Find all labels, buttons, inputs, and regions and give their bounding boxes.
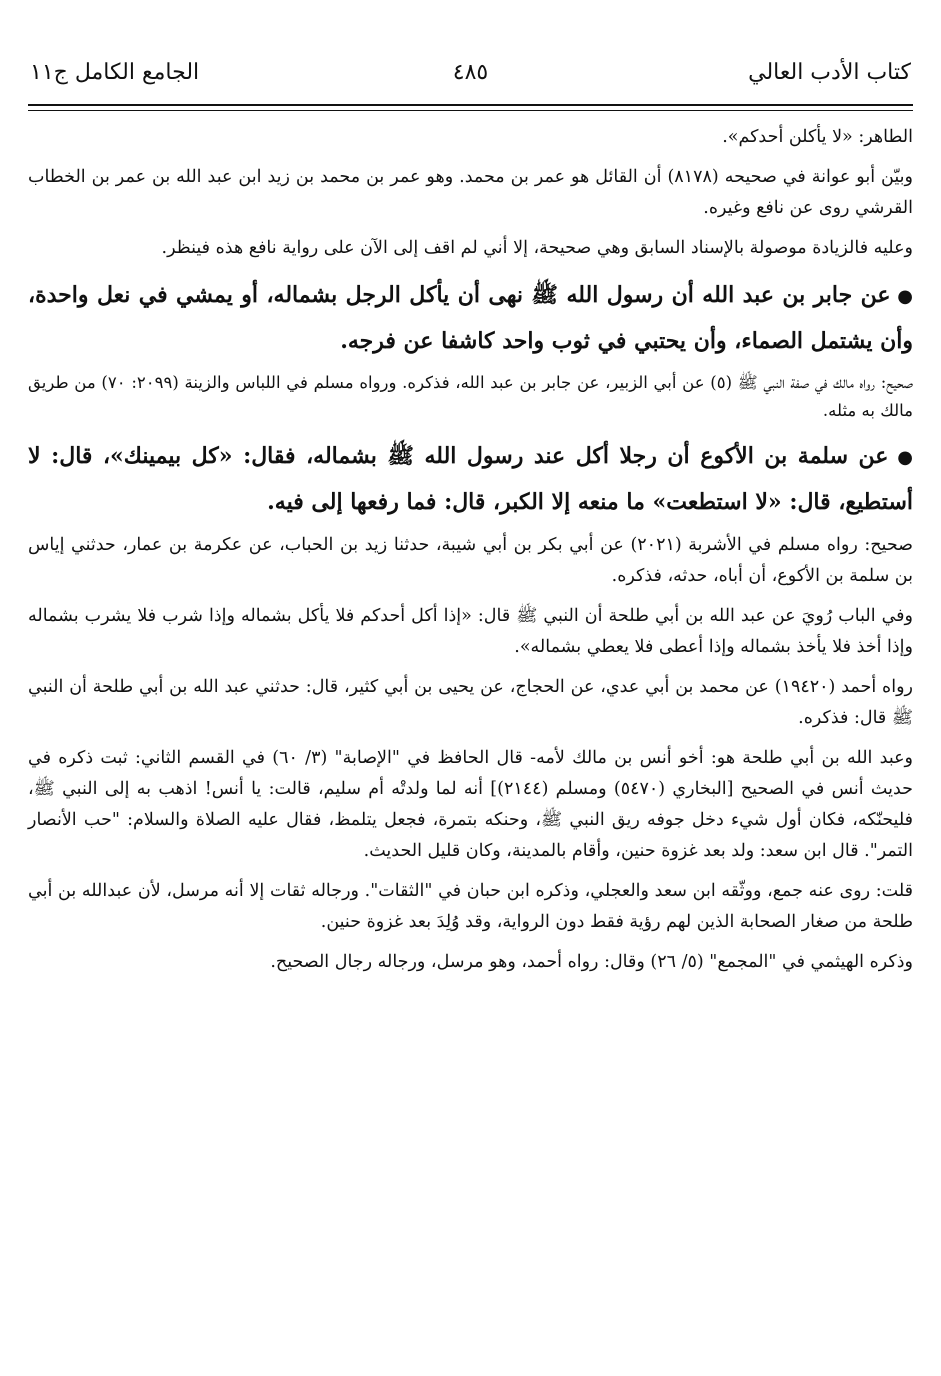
paragraph-ahmad: رواه أحمد (١٩٤٢٠) عن محمد بن أبي عدي، عن الحجاج، عن يحيى بن أبي كثير، قال: حدثني عبد الله بن أبي طلحة أن النبي ﷺ قال: فذكره. — [28, 677, 913, 728]
page-number: ٤٨٥ — [452, 60, 489, 85]
paragraph-fil-bab: وفي الباب رُويَ عن عبد الله بن أبي طلحة أن النبي ﷺ قال: «إذا أكل أحدكم فلا يأكل بشماله وإذا شرب فلا يشرب بشماله وإذا أخذ فلا يأخذ بشماله وإذا أعطى فلا يعطي بشماله». — [28, 606, 913, 657]
paragraph-abu-awana-note: وبيّن أبو عوانة في صحيحه (٨١٧٨) أن القائل هو عمر بن محمد. وهو عمر بن محمد بن زيد ابن عبد الله بن عمر بن الخطاب القرشي روى عن نافع وغيره. — [28, 167, 913, 218]
hadith-jabir-text: عن جابر بن عبد الله أن رسول الله ﷺ نهى أن يأكل الرجل بشماله، أو يمشي في نعل واحدة، وأن يشتمل الصماء، وأن يحتبي في ثوب واحد كاشفا عن فرجه. — [28, 282, 913, 354]
paragraph-qultu: قلت: روى عنه جمع، ووثّقه ابن سعد والعجلي، وذكره ابن حبان في "الثقات". ورجاله ثقات إلا أنه مرسل، لأن عبدالله بن أبي طلحة من صغار الصحابة الذين لهم رؤية فقط دون الرواية، وقد وُلِدَ بعد غزوة حنين. — [28, 881, 913, 932]
header-rule-thick — [28, 104, 913, 106]
paragraph-haythami: وذكره الهيثمي في "المجمع" (٥/ ٢٦) وقال: رواه أحمد، وهو مرسل، ورجاله رجال الصحيح. — [270, 952, 913, 972]
takhrij-jabir: صحيح: رواه مالك في صفة النبي ﷺ (٥) عن أبي الزبير، عن جابر بن عبد الله، فذكره. ورواه مسلم في اللباس والزينة (٢٠٩٩: ٧٠) من طريق مالك به مثله. — [28, 373, 913, 420]
header-rule-thin — [28, 110, 913, 111]
hadith-salama-text: عن سلمة بن الأكوع أن رجلا أكل عند رسول الله ﷺ بشماله، فقال: «كل بيمينك»، قال: لا أستطيع، قال: «لا استطعت» ما منعه إلا الكبر، قال: فما رفعها إلى فيه. — [28, 443, 913, 515]
page-body — [28, 122, 913, 987]
hadith-jabir — [28, 273, 913, 363]
paragraph-continuation: الطاهر: «لا يأكلن أحدكم». — [722, 127, 913, 147]
takhrij-salama: صحيح: رواه مسلم في الأشربة (٢٠٢١) عن أبي بكر بن أبي شيبة، حدثنا زيد بن الحباب، عن عكرمة بن عمار، حدثني إياس بن سلمة بن الأكوع، أن أباه، حدثه، فذكره. — [28, 535, 913, 586]
hadith-salama — [28, 434, 913, 524]
book-title: كتاب الأدب العالي — [748, 60, 911, 85]
volume-title: الجامع الكامل ج١١ — [30, 60, 200, 85]
bullet-icon: ● — [897, 447, 913, 468]
page-header — [30, 58, 911, 98]
paragraph-abdullah-bio: وعبد الله بن أبي طلحة هو: أخو أنس بن مالك لأمه- قال الحافظ في "الإصابة" (٣/ ٦٠) في القسم الثاني: ثبت ذكره في حديث أنس في الصحيح [البخاري (٥٤٧٠) ومسلم (٢١٤٤)] أنه لما ولدتْه أم سليم، قالت: يا أنس! اذهب به إلى النبي ﷺ، فليحنّكه، فكان أول شيء دخل جوفه ريق النبي ﷺ، وحنكه بتمرة، فجعل يتلمظ، فقال عليه الصلاة والسلام: "حب الأنصار التمر". قال ابن سعد: ولد بعد غزوة حنين، وأقام بالمدينة، وكان قليل الحديث. — [28, 748, 914, 861]
bullet-icon: ● — [897, 286, 913, 307]
paragraph-ziyada-note: وعليه فالزيادة موصولة بالإسناد السابق وهي صحيحة، إلا أني لم اقف إلى الآن على رواية نافع هذه فينظر. — [161, 238, 913, 258]
